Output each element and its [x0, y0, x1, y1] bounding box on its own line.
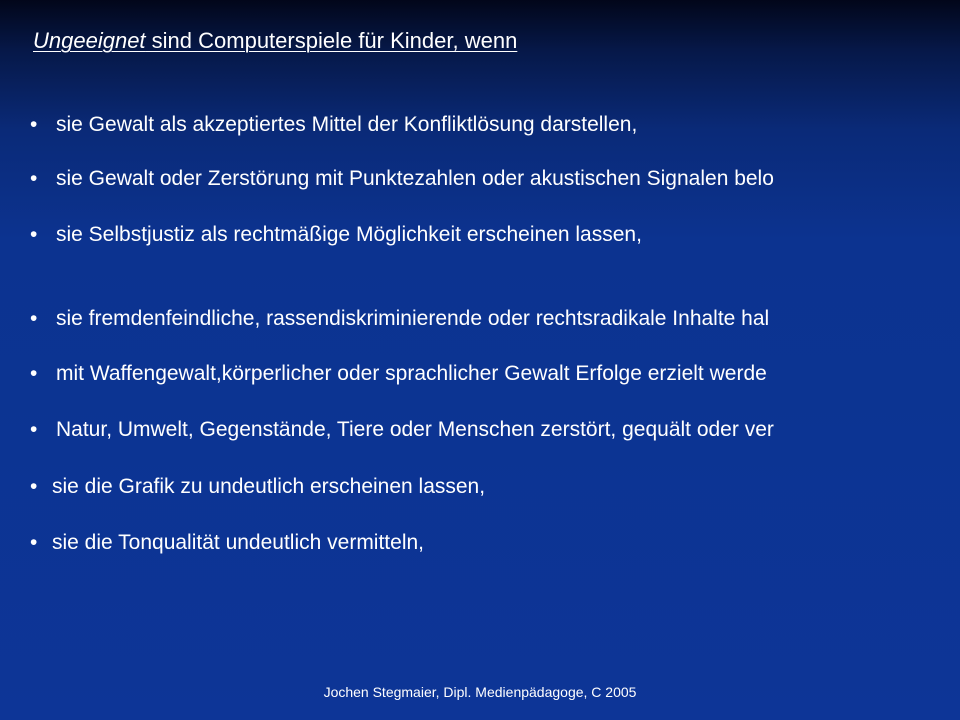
- slide-footer: Jochen Stegmaier, Dipl. Medienpädagoge, C 2005: [323, 684, 637, 700]
- bullet-text: Natur, Umwelt, Gegenstände, Tiere oder Menschen zerstört, gequält oder ver: [56, 418, 774, 441]
- bullet-text: sie die Tonqualität undeutlich vermitteln,: [52, 531, 425, 554]
- bullet-dot: •: [30, 475, 38, 498]
- bullet-dot: •: [30, 307, 38, 330]
- slide-title: [33, 27, 517, 55]
- bullet-text: mit Waffengewalt,körperlicher oder sprachlicher Gewalt Erfolge erzielt werde: [56, 362, 767, 385]
- title-rest: sind Computerspiele für Kinder, wenn: [145, 28, 518, 53]
- title-emphasis: Ungeeignet: [33, 28, 146, 53]
- bullet-dot: •: [30, 113, 38, 136]
- bullet-text: sie die Grafik zu undeutlich erscheinen lassen,: [52, 475, 486, 498]
- bullet-dot: •: [30, 167, 38, 190]
- bullet-dot: •: [30, 418, 38, 441]
- bullet-dot: •: [30, 223, 38, 246]
- bullet-dot: •: [30, 531, 38, 554]
- bullet-text: sie fremdenfeindliche, rassendiskriminierende oder rechtsradikale Inhalte hal: [56, 307, 770, 330]
- bullet-text: sie Selbstjustiz als rechtmäßige Möglichkeit erscheinen lassen,: [56, 223, 642, 246]
- bullet-text: sie Gewalt oder Zerstörung mit Punktezahlen oder akustischen Signalen belo: [56, 167, 774, 190]
- bullet-dot: •: [30, 362, 38, 385]
- bullet-text: sie Gewalt als akzeptiertes Mittel der Konfliktlösung darstellen,: [56, 113, 638, 136]
